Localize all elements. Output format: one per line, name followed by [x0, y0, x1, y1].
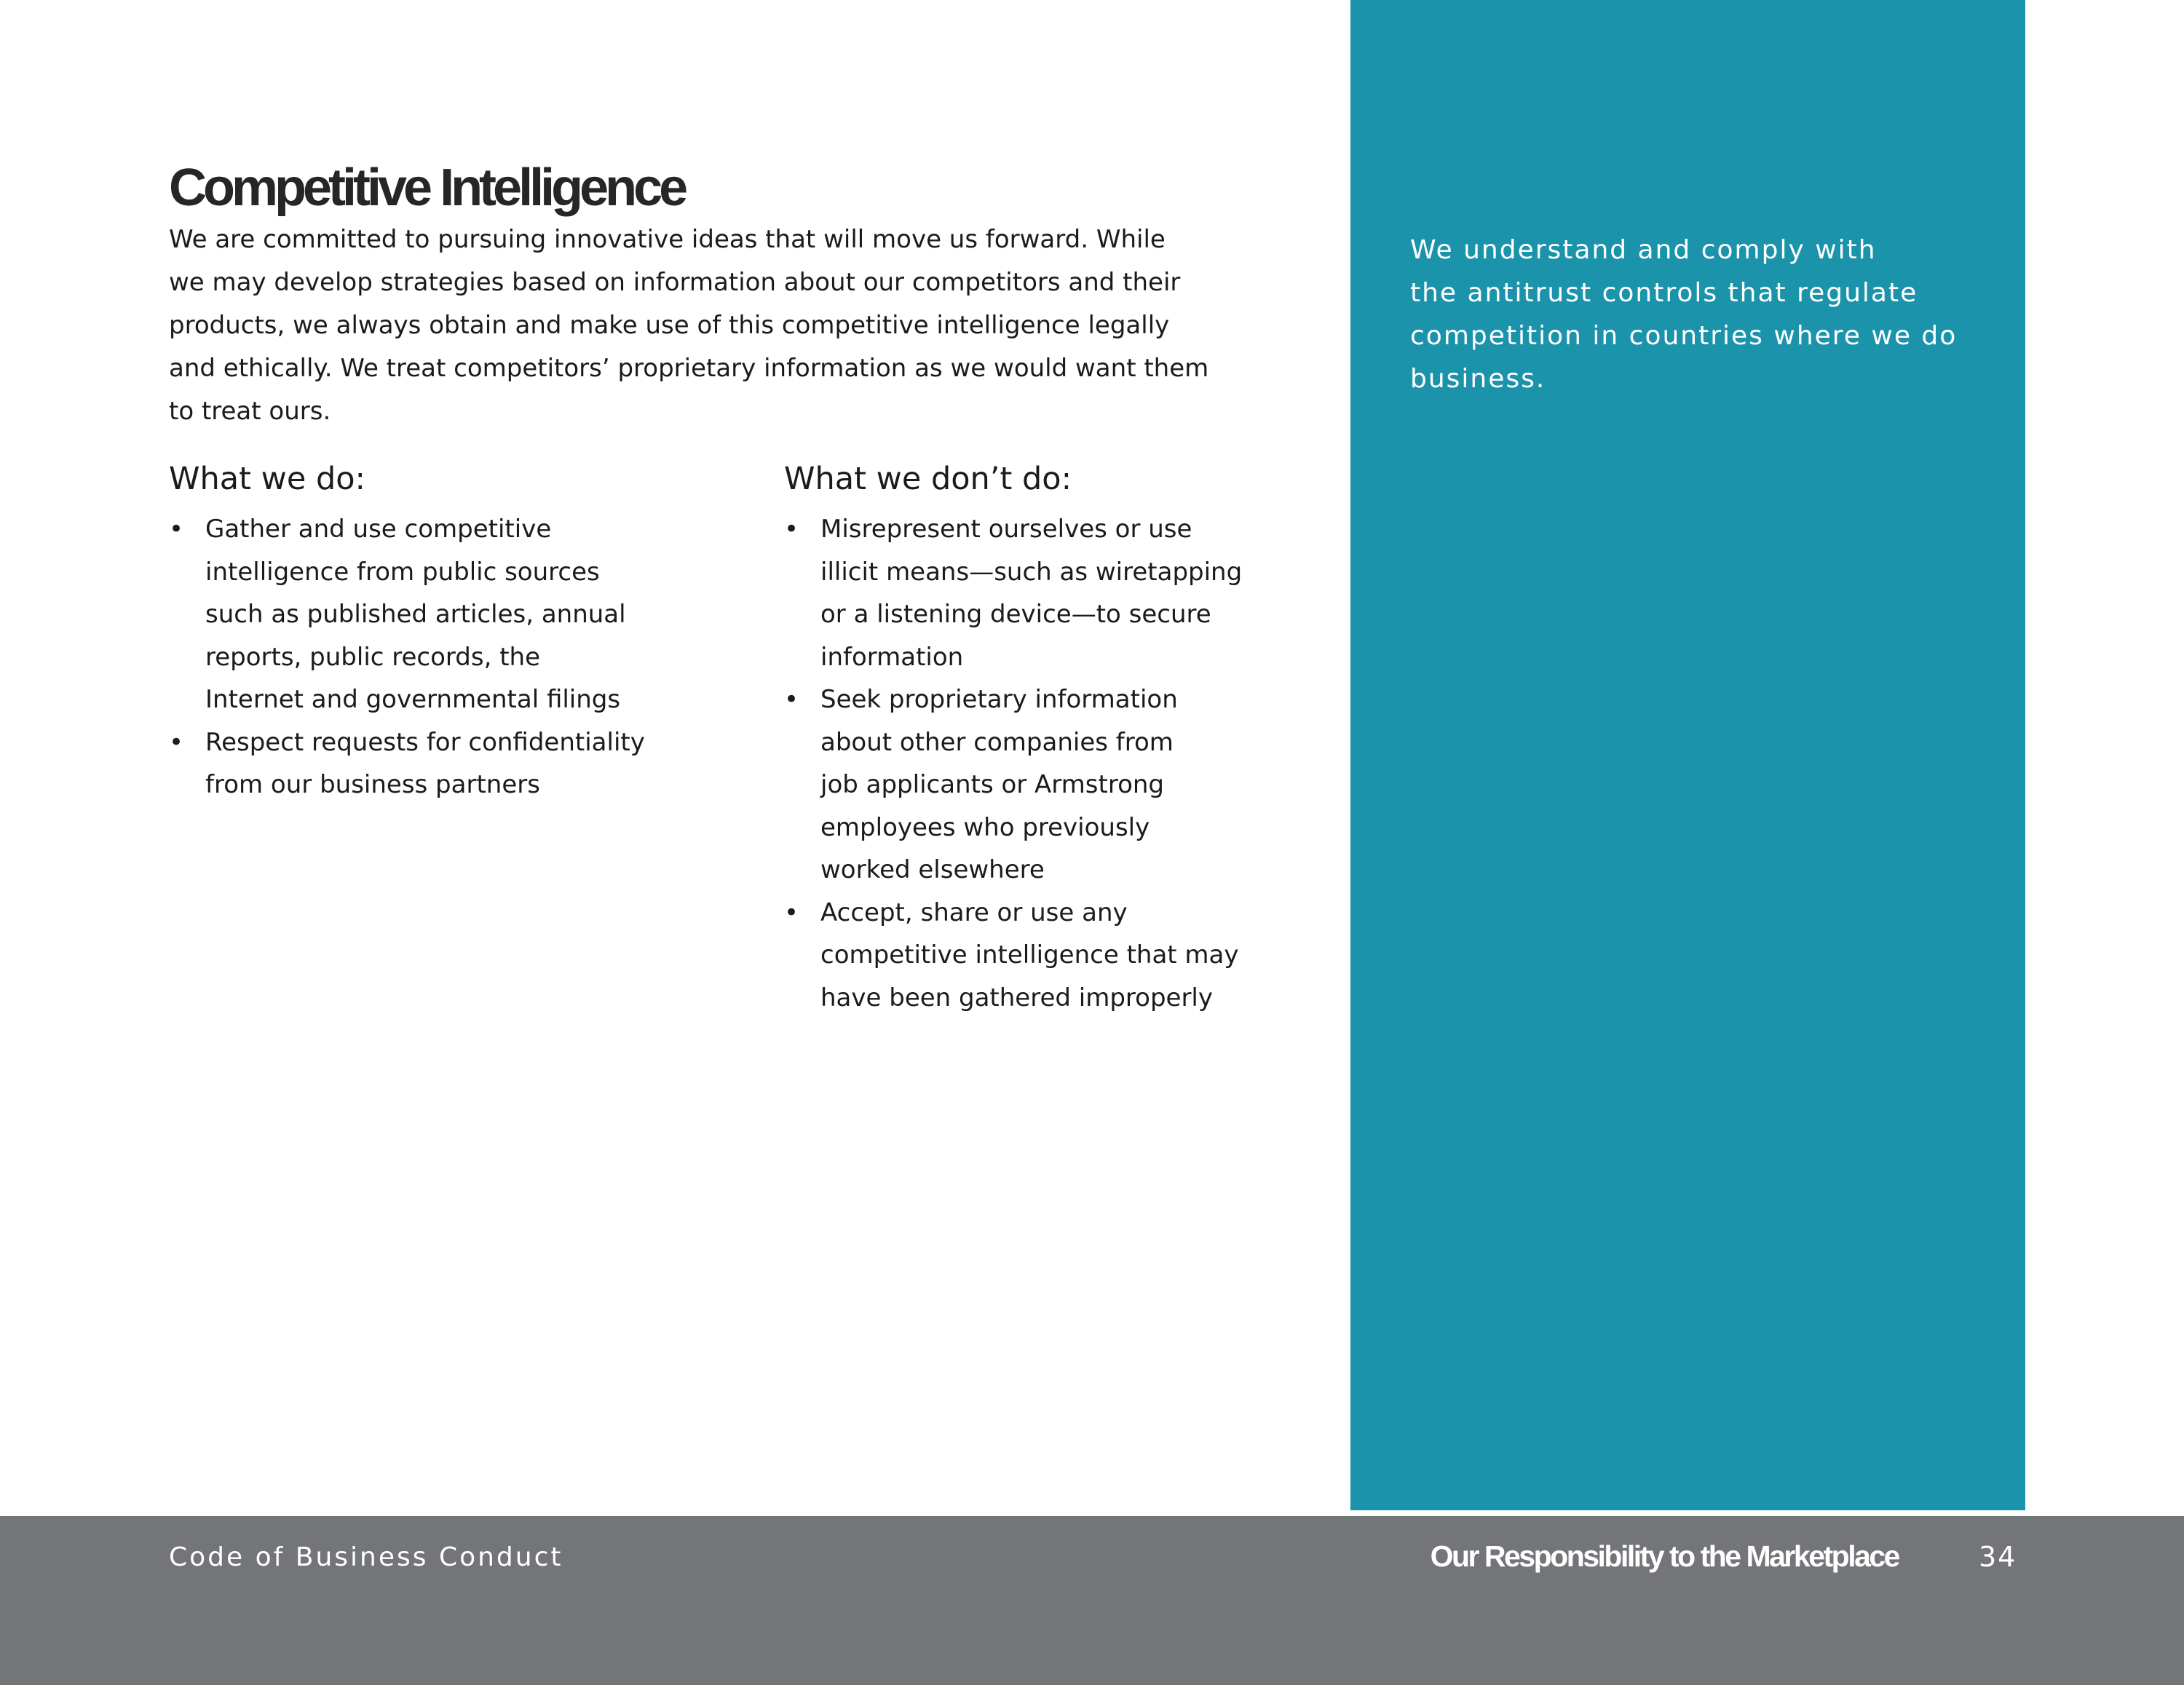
- intro-paragraph: [169, 218, 1283, 433]
- list-item-line: about other companies from: [820, 727, 1174, 757]
- list-item-line: job applicants or Armstrong: [820, 770, 1165, 799]
- bullet-icon: •: [784, 897, 799, 927]
- page-footer: [0, 1516, 2184, 1685]
- list-item-line: worked elsewhere: [820, 855, 1045, 884]
- list-item: [784, 892, 1294, 1020]
- intro-line: and ethically. We treat competitors’ proprietary information as we would want them: [169, 354, 1209, 383]
- list-item-line: reports, public records, the: [205, 642, 541, 672]
- callout-text: [1410, 229, 1985, 400]
- what-we-do-list: [169, 508, 722, 806]
- what-we-dont-do-list: [784, 508, 1294, 1019]
- callout-sidebar: [1350, 0, 2025, 1510]
- list-item: [784, 508, 1294, 678]
- intro-line: products, we always obtain and make use of this competitive intelligence legally: [169, 311, 1170, 340]
- bullet-icon: •: [169, 515, 184, 544]
- intro-line: to treat ours.: [169, 397, 331, 426]
- list-item-line: competitive intelligence that may: [820, 940, 1239, 970]
- footer-document-title: Code of Business Conduct: [169, 1542, 563, 1572]
- list-item-line: such as published articles, annual: [205, 600, 626, 629]
- list-item-line: Accept, share or use any: [820, 897, 1128, 927]
- list-item-line: intelligence from public sources: [205, 557, 600, 587]
- list-item: [169, 508, 722, 721]
- list-item-line: Seek proprietary information: [820, 685, 1178, 714]
- list-item: [169, 721, 722, 806]
- callout-line: business.: [1410, 364, 1546, 394]
- page-title: Competitive Intelligence: [169, 159, 685, 217]
- intro-line: We are committed to pursuing innovative ideas that will move us forward. While: [169, 225, 1166, 254]
- list-item-line: or a listening device—to secure: [820, 600, 1211, 629]
- bullet-icon: •: [784, 515, 799, 544]
- list-item-line: Respect requests for confidentiality: [205, 727, 645, 757]
- list-item: [784, 678, 1294, 892]
- callout-line: We understand and comply with: [1410, 235, 1877, 265]
- callout-line: competition in countries where we do: [1410, 321, 1958, 351]
- list-item-line: have been gathered improperly: [820, 983, 1213, 1012]
- bullet-icon: •: [784, 685, 799, 714]
- list-item-line: from our business partners: [205, 770, 540, 799]
- bullet-icon: •: [169, 727, 184, 757]
- list-item-line: Internet and governmental filings: [205, 685, 621, 714]
- what-we-dont-do-heading: What we don’t do:: [784, 461, 1072, 497]
- list-item-line: information: [820, 642, 964, 672]
- list-item-line: illicit means—such as wiretapping: [820, 557, 1243, 587]
- what-we-do-heading: What we do:: [169, 461, 366, 497]
- page-number: 34: [1979, 1541, 2017, 1573]
- callout-line: the antitrust controls that regulate: [1410, 278, 1918, 308]
- footer-section-title: Our Responsibility to the Marketplace: [1430, 1539, 1899, 1573]
- list-item-line: Gather and use competitive: [205, 515, 552, 544]
- list-item-line: Misrepresent ourselves or use: [820, 515, 1192, 544]
- list-item-line: employees who previously: [820, 812, 1150, 842]
- intro-line: we may develop strategies based on information about our competitors and their: [169, 268, 1181, 297]
